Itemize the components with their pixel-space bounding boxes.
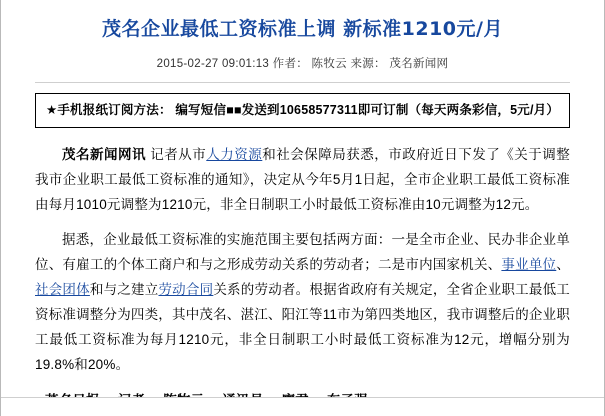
author-name: 陈牧云 (311, 58, 347, 70)
source-name: 茂名新闻网 (389, 58, 449, 70)
link-public-institution[interactable]: 事业单位 (501, 257, 557, 272)
header-divider (35, 82, 570, 83)
notice-prefix: ★手机报纸订阅方法： (45, 103, 172, 117)
paragraph-2-seg-6: 关系的劳动者。根据省政府有关规定，全省企业职工最低工资标准调整分为四类，其中茂名、湛江、阳江等11市为第四类地区，我市调整后的企业职工最低工资标准为每月1210元，非全日制职工小时最低工资标准为12元，增幅分别为19.8%和20%。 (35, 282, 571, 372)
paragraph-1-seg-0: 记者从市 (146, 147, 207, 162)
link-human-resources[interactable]: 人力资源 (206, 147, 263, 162)
bottom-band (1, 398, 604, 416)
link-social-organization[interactable]: 社会团体 (35, 282, 90, 297)
link-labor-contract[interactable]: 劳动合同 (158, 282, 214, 297)
article-body (35, 142, 570, 377)
paragraph-2 (35, 227, 570, 377)
article-meta (35, 42, 570, 71)
paragraph-2-seg-0: 据悉，企业最低工资标准的实施范围主要包括两方面：一是全市企业、民办非企业单位、有雇工的个体工商户和与之形成劳动关系的劳动者；二是市内国家机关、 (35, 232, 570, 272)
paragraph-2-seg-4: 和与之建立 (89, 282, 159, 297)
header-divider-wrap (35, 71, 570, 83)
source-label: 来源： (350, 58, 386, 70)
author-label: 作者： (272, 58, 309, 70)
paragraph-1 (35, 142, 570, 217)
sms-subscription-notice (35, 93, 570, 128)
article-content (1, 0, 604, 409)
page-title: 茂名企业最低工资标准上调 新标准1210元/月 (102, 18, 503, 40)
publish-datetime: 2015-02-27 09:01:13 (156, 58, 270, 70)
paragraph-2-seg-2: 、 (556, 257, 570, 272)
paragraph-1-seg-2: 和社会保障局获悉，市政府近日下发了《关于调整我市企业职工最低工资标准的通知》，决定从今年5月1日起，全市企业职工最低工资标准由每月1010元调整为1210元，非全日制职工小时最低工资标准由10元调整为12元。 (35, 147, 571, 212)
notice-body: 编写短信■■发送到10658577311即可订制（每天两条彩信，5元/月） (175, 103, 560, 117)
paragraph-1-lead: 茂名新闻网讯 (62, 147, 147, 162)
